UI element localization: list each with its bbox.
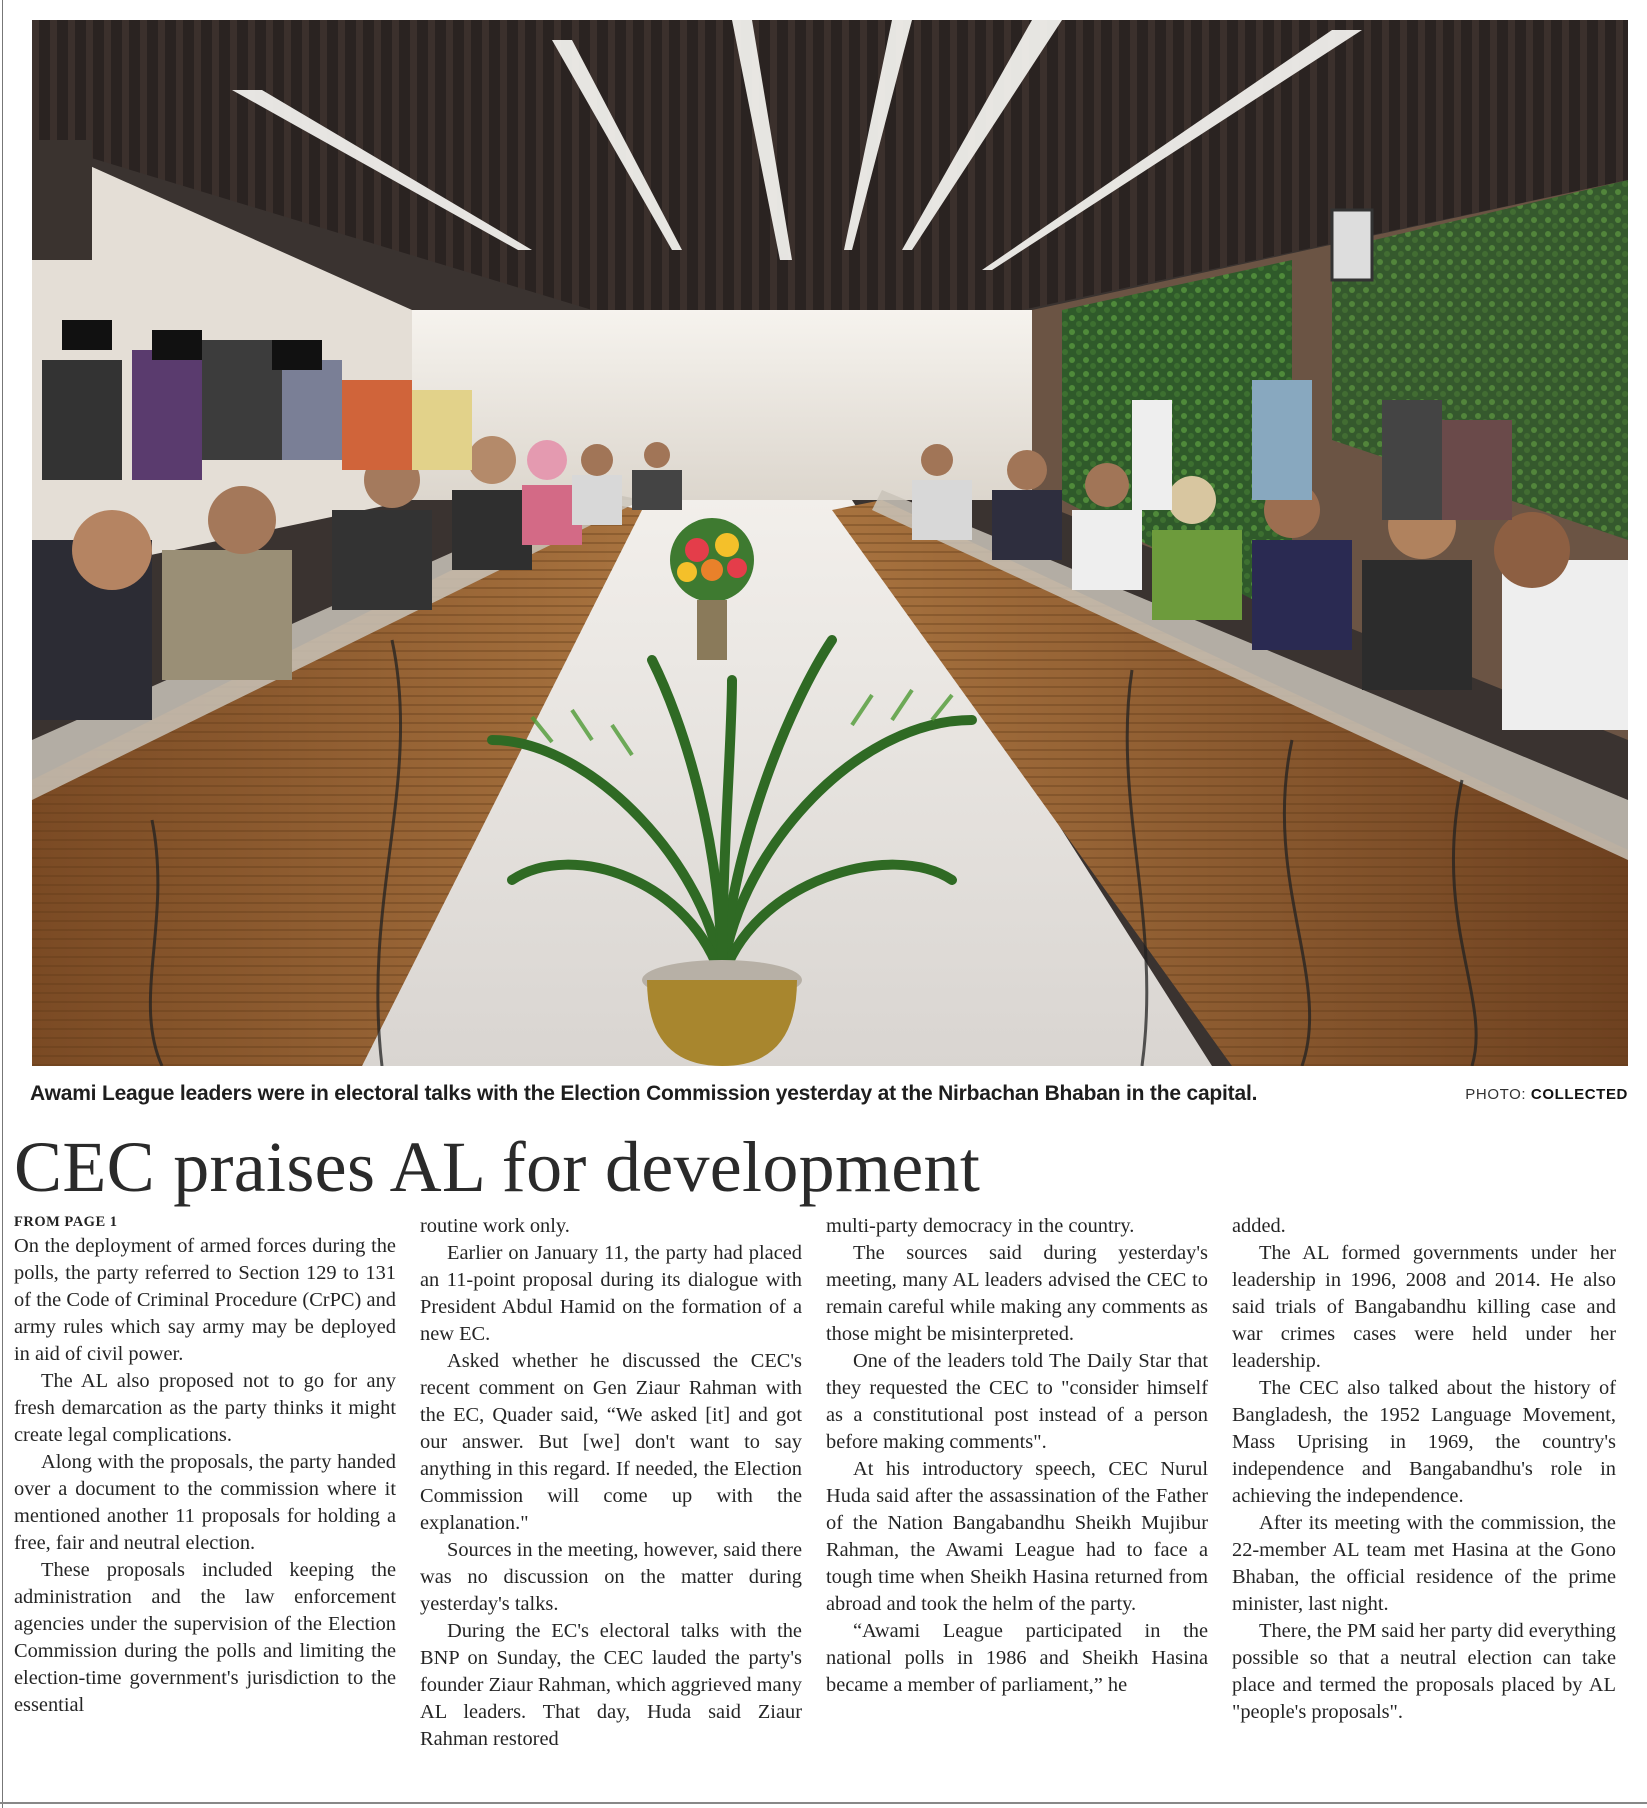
paragraph: There, the PM said her party did everything possible so that a neutral election can take place and termed the proposals placed by AL "people's proposals".	[1232, 1620, 1616, 1723]
page-left-rule	[2, 0, 3, 1808]
credit-label: PHOTO:	[1465, 1086, 1527, 1103]
paragraph: Along with the proposals, the party handed over a document to the commission where it mentioned another 11 proposals for holding a free, fair and neutral election.	[14, 1451, 396, 1554]
article-column-2	[420, 1213, 802, 1753]
paragraph: “Awami League participated in the national polls in 1986 and Sheikh Hasina became a member of parliament,” he	[826, 1620, 1208, 1696]
paragraph: During the EC's electoral talks with the BNP on Sunday, the CEC lauded the party's founder Ziaur Rahman, which aggrieved many AL leaders. That day, Huda said Ziaur Rahman restored	[420, 1620, 802, 1750]
paragraph: At his introductory speech, CEC Nurul Huda said after the assassination of the Father of the Nation Bangabandhu Sheikh Mujibur Rahman, the Awami League had to face a tough time when Sheikh Hasina returned from abroad and took the helm of the party.	[826, 1458, 1208, 1615]
article-column-4	[1232, 1213, 1616, 1726]
article-column-3	[826, 1213, 1208, 1699]
paragraph: One of the leaders told The Daily Star that they requested the CEC to "consider himself as a constitutional post instead of a person before making comments".	[826, 1350, 1208, 1453]
paragraph: The AL formed governments under her leadership in 1996, 2008 and 2014. He also said trials of Bangabandhu killing case and war crimes cases were held under her leadership.	[1232, 1242, 1616, 1372]
meeting-room-illustration	[32, 20, 1628, 1066]
paragraph: Earlier on January 11, the party had placed an 11-point proposal during its dialogue with President Abdul Hamid on the formation of a new EC.	[420, 1242, 802, 1345]
paragraph: The AL also proposed not to go for any fresh demarcation as the party thinks it might create legal complications.	[14, 1370, 396, 1446]
page-kicker: FROM PAGE 1	[14, 1214, 118, 1230]
paragraph: The CEC also talked about the history of Bangladesh, the 1952 Language Movement, Mass Uprising in 1969, the country's independence and Bangabandhu's role in achieving the independence.	[1232, 1377, 1616, 1507]
article-headline: CEC praises AL for development	[14, 1127, 981, 1207]
news-photo	[32, 20, 1628, 1066]
paragraph: After its meeting with the commission, the 22-member AL team met Hasina at the Gono Bhaban, the official residence of the prime minister, last night.	[1232, 1512, 1616, 1615]
paragraph: added.	[1232, 1215, 1286, 1237]
paragraph: These proposals included keeping the administration and the law enforcement agencies under the supervision of the Election Commission during the polls and limiting the election-time government's jurisdiction to the essential	[14, 1559, 396, 1716]
credit-source: COLLECTED	[1530, 1086, 1628, 1103]
paragraph: multi-party democracy in the country.	[826, 1215, 1135, 1237]
page-bottom-rule	[0, 1802, 1647, 1804]
article-column-1	[14, 1213, 396, 1719]
photo-caption	[30, 1080, 1628, 1112]
paragraph: The sources said during yesterday's meeting, many AL leaders advised the CEC to remain careful while making any comments as those might be misinterpreted.	[826, 1242, 1208, 1345]
caption-text: Awami League leaders were in electoral talks with the Election Commission yesterday at the Nirbachan Bhaban in the capital.	[30, 1082, 1258, 1105]
paragraph: Sources in the meeting, however, said there was no discussion on the matter during yesterday's talks.	[420, 1539, 802, 1615]
paragraph: On the deployment of armed forces during the polls, the party referred to Section 129 to 131 of the Code of Criminal Procedure (CrPC) and army rules which say army may be deployed in aid of civil power.	[14, 1235, 396, 1365]
paragraph: routine work only.	[420, 1215, 570, 1237]
paragraph: Asked whether he discussed the CEC's recent comment on Gen Ziaur Rahman with the EC, Quader said, “We asked [it] and got our answer. But [we] don't want to say anything in this regard. If needed, the Election Commission will come up with the explanation."	[420, 1350, 802, 1534]
photo-credit	[1465, 1086, 1628, 1103]
